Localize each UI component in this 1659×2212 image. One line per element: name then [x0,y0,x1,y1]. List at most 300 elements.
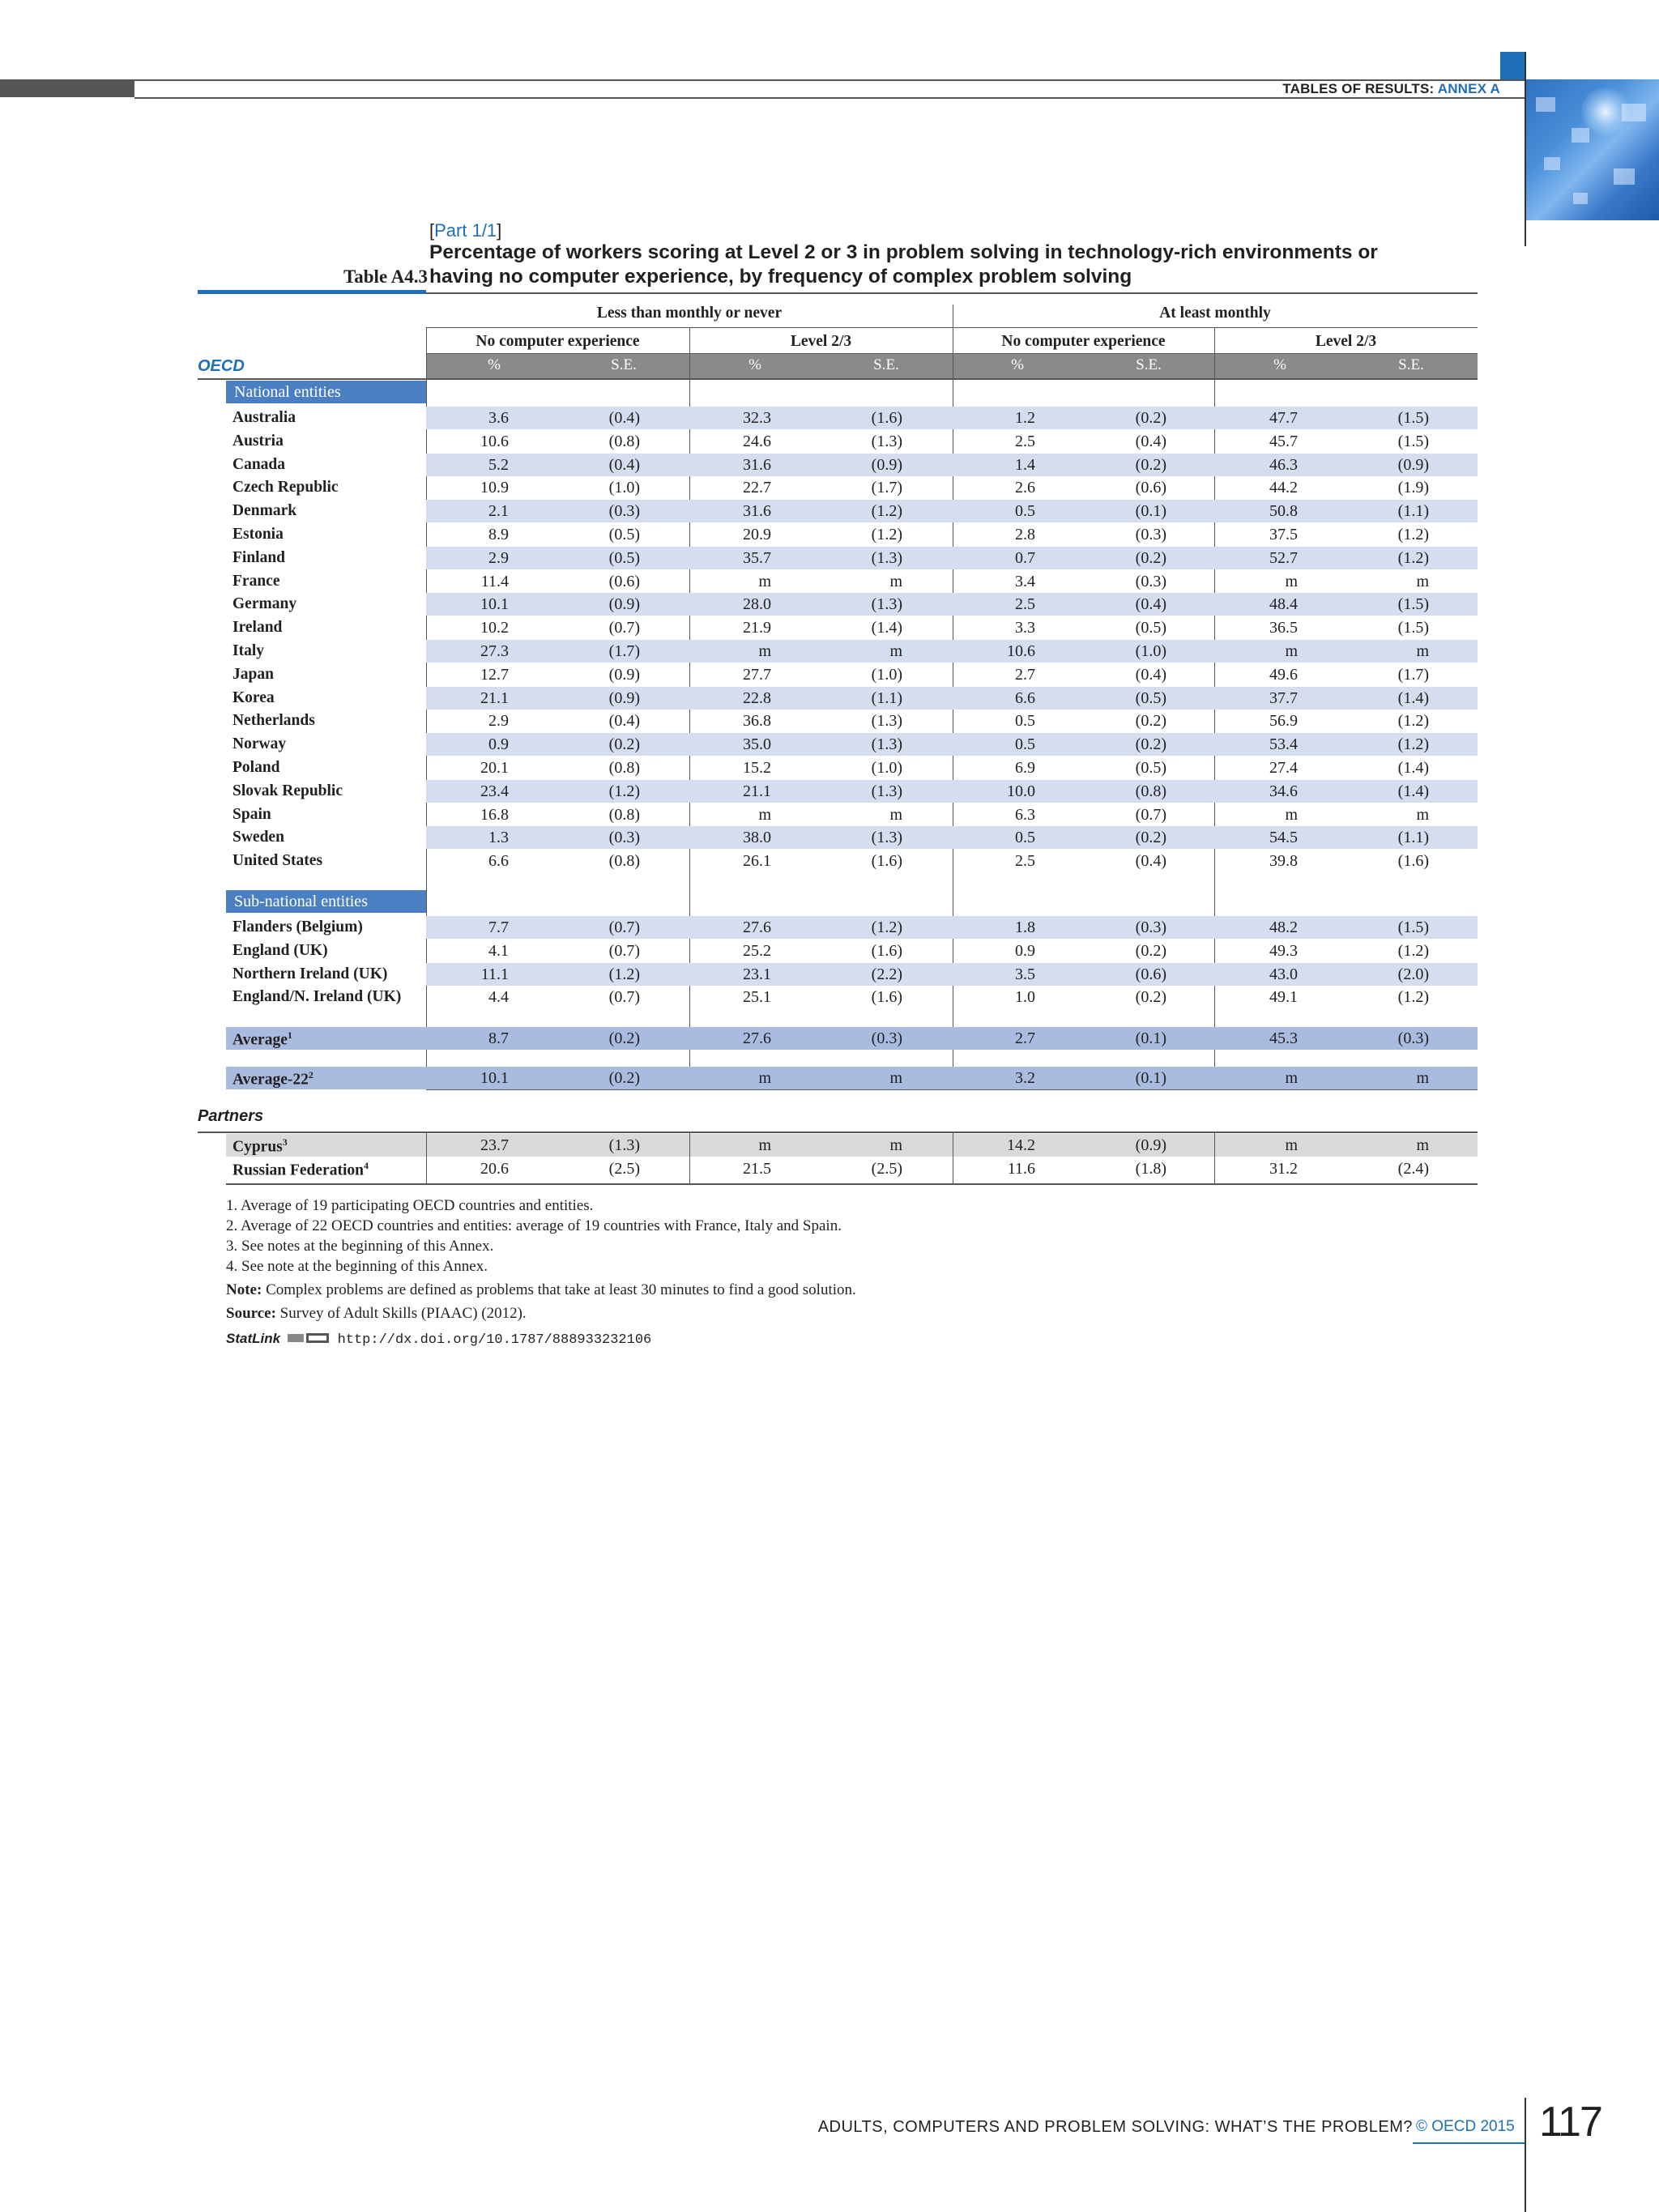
table-row-cell: 11.4 [480,572,509,590]
corner-decorative-image [1525,79,1659,220]
statlink [226,1331,651,1348]
average-row-cell: 10.1 [480,1069,509,1087]
table-row-cell: (0.5) [608,548,640,567]
table-row-label: Czech Republic [232,479,339,497]
table-row-cell: m [1416,642,1429,660]
table-row-cell: 45.7 [1269,432,1298,450]
partner-row-cell: (2.4) [1397,1160,1429,1178]
table-row-cell: 48.2 [1269,918,1298,936]
table-row-cell: (1.2) [608,782,640,800]
title-line-2: having no computer experience, by frequency of complex problem solving [429,266,1132,288]
group-header: At least monthly [1159,305,1271,322]
table-row-cell: (0.4) [608,712,640,731]
table-title [429,241,1482,289]
table-row-cell: (0.4) [608,409,640,427]
table-row-cell: (1.0) [1135,642,1166,660]
table-row-cell: (1.3) [871,432,902,450]
table-row-cell: 0.9 [488,735,509,754]
table-column-rule [426,1132,427,1183]
table-row-cell: (1.2) [871,502,902,521]
table-row-cell: 2.9 [488,548,509,567]
table-row-cell: 2.8 [1015,526,1035,543]
table-row-cell: (1.3) [871,548,902,567]
table-row-cell: (1.5) [1397,918,1429,936]
table-row-label: England (UK) [232,941,328,959]
footnote-1: 1. Average of 19 participating OECD countries and entities. [226,1197,594,1214]
table-row-cell: (0.5) [1135,759,1166,777]
table-row-label: England/N. Ireland (UK) [232,988,402,1006]
table-row-cell: 23.4 [480,782,509,800]
table-row-cell: 27.7 [743,665,771,684]
table-row-label: Slovak Republic [232,782,343,799]
national-entities-label: National entities [226,381,426,403]
table-row-cell: (1.2) [871,526,902,543]
table-row-cell: 2.5 [1015,595,1035,614]
table-row-cell: (0.3) [1135,526,1166,543]
table-row-cell: (0.5) [1135,619,1166,637]
table-row-cell: (0.8) [1135,782,1166,800]
table-row-cell: (1.7) [608,642,640,660]
average-row-cell: (0.1) [1135,1069,1166,1087]
stat-header: % [1011,356,1024,373]
table-row-cell: (1.3) [871,782,902,800]
table-row-cell: (1.0) [608,479,640,497]
table-row-label: Ireland [232,619,283,637]
partners-label: Partners [198,1107,264,1125]
table-row-label: Germany [232,595,297,613]
margin-rule [1525,52,1526,246]
table-row-cell: m [758,642,771,660]
table-row-cell: m [1285,805,1298,824]
table-row-cell: 27.3 [480,642,509,660]
table-row-cell: 21.1 [480,688,509,707]
table-row-label: Norway [232,735,287,753]
table-row-label: Sweden [232,829,284,846]
table-row-cell: 25.2 [743,941,771,960]
table-row-cell: 54.5 [1269,829,1298,847]
table-row-cell: (0.3) [608,829,640,847]
partner-row-cell: (0.9) [1135,1136,1166,1154]
table-row-cell: 0.5 [1015,502,1035,521]
table-row-cell: (0.7) [608,619,640,637]
table-row-cell: 0.5 [1015,712,1035,731]
table-row-cell: 10.9 [480,479,509,497]
table-row-cell: 2.6 [1015,479,1035,497]
table-row-label: Austria [232,432,284,450]
table-row-cell: 37.7 [1269,688,1298,707]
table-row-cell: (1.0) [871,759,902,777]
partner-row-cell: 21.5 [743,1160,771,1178]
table-row-cell: 1.3 [488,829,509,847]
table-row-cell: (1.0) [871,665,902,684]
table-row-label: Denmark [232,502,297,520]
table-row-cell: 36.5 [1269,619,1298,637]
average-row-label: Average$^1$ [232,1029,292,1049]
table-row-cell: 21.9 [743,619,771,637]
table-row-label: Italy [232,642,264,659]
table-row-cell: (1.6) [871,941,902,960]
table-row-cell: 10.2 [480,619,509,637]
average-row-cell: 2.7 [1015,1029,1035,1047]
average-row-cell: 27.6 [743,1029,771,1047]
table-row-cell: 20.1 [480,759,509,777]
table-row-cell: (1.6) [1397,852,1429,871]
running-head-annex: ANNEX A [1437,81,1500,96]
partner-row-cell: 20.6 [480,1160,509,1178]
footer-margin-rule [1525,2098,1526,2212]
table-row-cell: (0.2) [608,735,640,754]
table-row-cell: 10.1 [480,595,509,614]
table-row-cell: 8.9 [488,526,509,543]
footnote-3: 3. See notes at the beginning of this Annex. [226,1238,494,1255]
table-row-cell: (1.3) [871,712,902,731]
table-row-cell: (0.8) [608,432,640,450]
table-row-cell: 35.0 [743,735,771,754]
footer-copyright: © OECD 2015 [1416,2118,1515,2135]
column-subheader: Level 2/3 [790,333,852,350]
page-number: 117 [1539,2099,1601,2146]
table-row-cell: (0.8) [608,805,640,824]
table-row-cell: 56.9 [1269,712,1298,731]
footer-book-title: ADULTS, COMPUTERS AND PROBLEM SOLVING: WHAT’S THE PROBLEM? [817,2118,1413,2136]
table-row-cell: 15.2 [743,759,771,777]
table-row-cell: 46.3 [1269,455,1298,474]
table-row-cell: 22.7 [743,479,771,497]
average-row-cell: 8.7 [488,1029,509,1047]
table-row-cell: 47.7 [1269,409,1298,427]
column-subheader: Level 2/3 [1315,333,1377,350]
partner-row-cell: (1.8) [1135,1160,1166,1178]
table-row-label: United States [232,852,323,870]
table-row-cell: (0.9) [1397,455,1429,474]
table-row-cell: (1.9) [1397,479,1429,497]
footnote-2: 2. Average of 22 OECD countries and entities: average of 19 countries with France, Italy and Spain. [226,1217,842,1234]
table-row-cell: 32.3 [743,409,771,427]
oecd-label: OECD [198,357,245,375]
table-row-cell: (1.6) [871,852,902,871]
footer-rule [1413,2142,1525,2144]
table-row-cell: 21.1 [743,782,771,800]
table-row-cell: (1.4) [1397,759,1429,777]
table-row-cell: 12.7 [480,665,509,684]
table-row-cell: (0.4) [608,455,640,474]
table-row-cell: 7.7 [488,918,509,936]
table-row-label: Northern Ireland (UK) [232,965,388,982]
table-row-cell: (1.2) [1397,548,1429,567]
statlink-label: StatLink [226,1331,281,1346]
table-row-cell: m [1285,572,1298,590]
partner-row-cell: 31.2 [1269,1160,1298,1178]
column-subheader: No computer experience [476,333,640,350]
table-row-cell: (1.3) [871,735,902,754]
table-row-cell: 22.8 [743,688,771,707]
table-column-rule [689,1132,690,1183]
partner-row-cell: (2.5) [608,1160,640,1178]
table-row-cell: 6.9 [1015,759,1035,777]
table-row-cell: 4.1 [488,941,509,960]
table-row-cell: m [1416,805,1429,824]
table-row-cell: (1.5) [1397,619,1429,637]
table-row-cell: 27.4 [1269,759,1298,777]
table-row-cell: 48.4 [1269,595,1298,614]
table-row-label: Japan [232,665,274,683]
table-row-cell: 16.8 [480,805,509,824]
average-row-cell: (0.1) [1135,1029,1166,1047]
table-row-cell: (1.2) [1397,988,1429,1007]
table-row-cell: (1.1) [1397,829,1429,847]
table-row-cell: (0.6) [608,572,640,590]
table-row-cell: (1.5) [1397,595,1429,614]
table-row-cell: (0.2) [1135,988,1166,1007]
average-row-cell: (0.3) [1397,1029,1429,1047]
table-row-cell: 1.0 [1015,988,1035,1007]
group-header: Less than monthly or never [596,305,783,322]
part-number: Part 1/1 [434,220,497,241]
table-row-cell: 4.4 [488,988,509,1007]
table-row-cell: 23.1 [743,965,771,983]
table-row-cell: (0.2) [1135,455,1166,474]
table-row-cell: (0.6) [1135,479,1166,497]
table-row-cell: (1.5) [1397,432,1429,450]
table-row-cell: 2.7 [1015,665,1035,684]
table-row-cell: m [889,642,902,660]
table-row-cell: (1.2) [1397,941,1429,960]
stat-header: S.E. [1136,356,1162,373]
table-row-cell: 25.1 [743,988,771,1007]
average-row-cell: (0.2) [608,1029,640,1047]
partner-row-cell: m [1416,1136,1429,1154]
table-row-cell: (0.9) [871,455,902,474]
table-row-cell: 34.6 [1269,782,1298,800]
table-number: Table A4.3 [343,266,428,287]
table-row-cell: (1.3) [871,595,902,614]
table-row-cell: 28.0 [743,595,771,614]
table-row-cell: (2.0) [1397,965,1429,983]
table-row-label: Netherlands [232,712,315,730]
table-row-cell: 2.9 [488,712,509,731]
table-row-cell: (0.4) [1135,432,1166,450]
average-row-cell: (0.2) [608,1069,640,1087]
table-rule [226,1183,1478,1185]
table-rule [426,327,1478,328]
table-row-cell: (0.4) [1135,665,1166,684]
table-row-cell: (1.1) [871,688,902,707]
table-row-cell: 6.3 [1015,805,1035,824]
table-row-cell: 49.1 [1269,988,1298,1007]
partner-row-cell: m [1285,1136,1298,1154]
table-row-cell: (0.3) [1135,572,1166,590]
table-row-cell: (0.9) [608,595,640,614]
table-row-cell: (1.7) [1397,665,1429,684]
table-row-cell: 26.1 [743,852,771,871]
table-row-cell: (0.4) [1135,595,1166,614]
table-row-cell: m [758,805,771,824]
table-row-cell: 0.9 [1015,941,1035,960]
table-row-label: Korea [232,688,275,706]
table-row-cell: (1.4) [871,619,902,637]
table-rule [426,1089,1478,1090]
table-row-cell: (0.9) [608,665,640,684]
table-row-cell: (0.5) [1135,688,1166,707]
stat-header: % [488,356,501,373]
table-row-cell: 10.0 [1007,782,1035,800]
table-row-cell: 6.6 [488,852,509,871]
partner-row-cell: m [758,1136,771,1154]
corner-blue-square [1500,52,1525,79]
table-row-cell: 36.8 [743,712,771,731]
note: Note: Complex problems are defined as problems that take at least 30 minutes to find a good solution. [226,1281,856,1298]
table-row-cell: (1.2) [1397,735,1429,754]
stat-header: % [1273,356,1286,373]
stat-header: % [748,356,761,373]
table-row-cell: 37.5 [1269,526,1298,543]
table-rule [198,378,1478,380]
table-row-cell: m [889,572,902,590]
average-row-cell: 3.2 [1015,1069,1035,1087]
title-line-1: Percentage of workers scoring at Level 2 or 3 in problem solving in technology-rich environments or [429,241,1378,263]
table-rule [198,1132,1478,1133]
table-row-cell: (0.2) [1135,409,1166,427]
table-row-cell: (0.4) [1135,852,1166,871]
table-row-cell: (1.6) [871,409,902,427]
table-row-cell: (1.4) [1397,782,1429,800]
table-row-cell: 38.0 [743,829,771,847]
table-row-cell: 0.5 [1015,829,1035,847]
average-row-label: Average-$22^2$ [232,1069,313,1089]
average-row-cell: (0.3) [871,1029,902,1047]
table-row-cell: (1.5) [1397,409,1429,427]
average-row-cell: m [1285,1069,1298,1087]
table-row-cell: (1.4) [1397,688,1429,707]
column-subheader: No computer experience [1001,333,1166,350]
table-row-cell: 2.1 [488,502,509,521]
table-row-cell: (0.9) [608,688,640,707]
table-row-cell: 1.4 [1015,455,1035,474]
partner-row-cell: (1.3) [608,1136,640,1154]
table-row-cell: 3.3 [1015,619,1035,637]
table-row-cell: 6.6 [1015,688,1035,707]
table-row-cell: 10.6 [480,432,509,450]
table-row-cell: (0.2) [1135,548,1166,567]
partner-row-cell: m [889,1136,902,1154]
table-row-label: Estonia [232,526,284,543]
table-row-cell: 2.5 [1015,432,1035,450]
table-row-cell: (1.7) [871,479,902,497]
table-row-cell: 39.8 [1269,852,1298,871]
partner-row-cell: 11.6 [1007,1160,1035,1178]
average-row-cell: m [1416,1069,1429,1087]
table-row-cell: 2.5 [1015,852,1035,871]
table-row-cell: 24.6 [743,432,771,450]
table-row-cell: 5.2 [488,455,509,474]
table-row-cell: (0.7) [1135,805,1166,824]
table-row-cell: (0.5) [608,526,640,543]
average-row-cell: m [889,1069,902,1087]
table-row-cell: 20.9 [743,526,771,543]
source: Source: Survey of Adult Skills (PIAAC) (2012). [226,1305,527,1322]
table-row-cell: 49.3 [1269,941,1298,960]
table-row-cell: (0.3) [1135,918,1166,936]
title-rule-blue [198,290,426,294]
statlink-url[interactable]: http://dx.doi.org/10.1787/888933232106 [337,1332,652,1348]
subnational-entities-label: Sub-national entities [226,890,426,913]
table-row-label: France [232,572,280,590]
stat-header: S.E. [1398,356,1424,373]
partner-row-cell: 23.7 [480,1136,509,1154]
table-row-cell: 49.6 [1269,665,1298,684]
average-row-cell: 45.3 [1269,1029,1298,1047]
table-row-cell: (1.1) [1397,502,1429,521]
statlink-icon [287,1332,331,1345]
table-row-cell: (0.1) [1135,502,1166,521]
table-row-cell: (0.2) [1135,829,1166,847]
table-row-cell: 1.2 [1015,409,1035,427]
average-row-cell: m [758,1069,771,1087]
partner-row-label: Russian Federation$^4$ [232,1160,369,1179]
partner-row-cell: (2.5) [871,1160,902,1178]
partner-row-label: Cyprus$^3$ [232,1136,288,1156]
table-column-rule [1214,1132,1215,1183]
table-row-cell: 27.6 [743,918,771,936]
partner-row-cell: 14.2 [1007,1136,1035,1154]
table-row-cell: (0.7) [608,918,640,936]
table-row-cell: 10.6 [1007,642,1035,660]
table-row-cell: (1.3) [871,829,902,847]
table-row-cell: (1.2) [871,918,902,936]
table-row-cell: 31.6 [743,455,771,474]
footnote-4: 4. See note at the beginning of this Annex. [226,1258,488,1275]
table-row-cell: (0.7) [608,941,640,960]
table-row-cell: 3.5 [1015,965,1035,983]
table-row-label: Canada [232,455,286,473]
table-row-cell: m [889,805,902,824]
table-row-cell: (1.2) [1397,526,1429,543]
table-row-cell: (1.2) [608,965,640,983]
table-row-cell: 52.7 [1269,548,1298,567]
table-row-cell: 44.2 [1269,479,1298,497]
table-row-label: Finland [232,548,286,566]
table-row-cell: (1.6) [871,988,902,1007]
table-row-cell: m [1285,642,1298,660]
stat-header: S.E. [873,356,899,373]
header-dark-bar [0,79,134,97]
title-rule [426,292,1478,294]
table-row-cell: (0.2) [1135,941,1166,960]
table-row-cell: (0.6) [1135,965,1166,983]
table-row-cell: (0.8) [608,759,640,777]
table-row-cell: m [1416,572,1429,590]
table-row-cell: 3.6 [488,409,509,427]
running-head-prefix: TABLES OF RESULTS: [1282,81,1438,96]
table-row-cell: 11.1 [480,965,509,983]
part-label: [Part 1/1] [429,220,502,241]
table-row-cell: 3.4 [1015,572,1035,590]
table-row-cell: 35.7 [743,548,771,567]
table-row-cell: 0.7 [1015,548,1035,567]
stat-header: S.E. [611,356,637,373]
table-row-label: Flanders (Belgium) [232,918,363,936]
table-row-cell: 53.4 [1269,735,1298,754]
table-row-cell: m [758,572,771,590]
running-header [1282,79,1500,99]
table-row-cell: 0.5 [1015,735,1035,754]
table-row-label: Poland [232,759,280,776]
table-row-cell: 43.0 [1269,965,1298,983]
table-row-cell: 31.6 [743,502,771,521]
table-row-cell: 50.8 [1269,502,1298,521]
table-row-cell: (0.7) [608,988,640,1007]
table-row-cell: 1.8 [1015,918,1035,936]
